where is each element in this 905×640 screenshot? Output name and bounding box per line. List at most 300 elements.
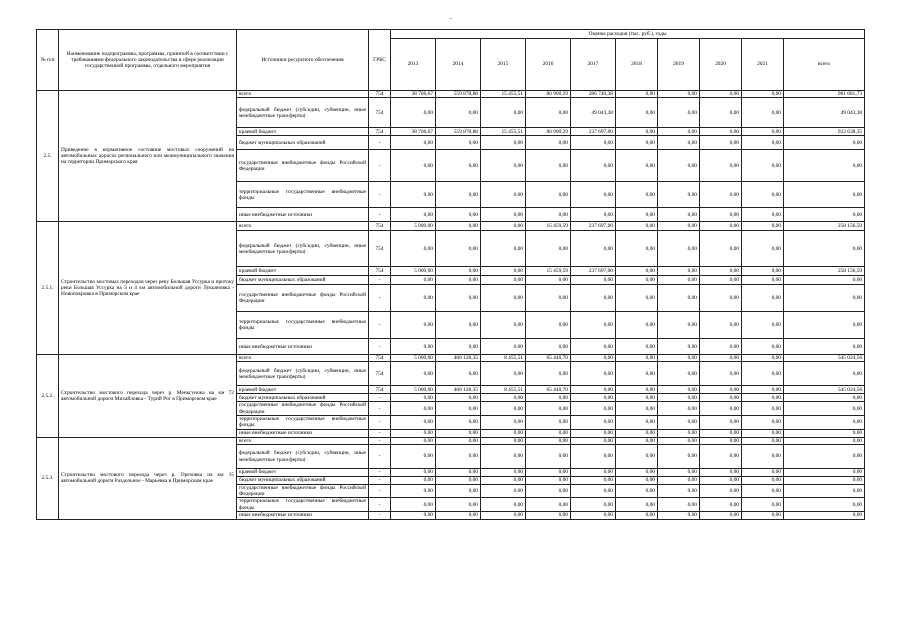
value-cell: 0,00 (742, 477, 784, 485)
value-cell: 0,00 (658, 429, 700, 437)
value-cell: 0,00 (658, 362, 700, 386)
value-cell: 0,00 (658, 339, 700, 355)
grbs-code: - (369, 312, 391, 339)
value-cell: 0,00 (391, 477, 436, 485)
value-cell: 0,00 (742, 285, 784, 312)
value-cell: 0,00 (616, 437, 658, 444)
value-cell: 0,00 (571, 208, 616, 222)
section-number: 2.5. (37, 91, 59, 222)
funding-source: всего (237, 222, 369, 231)
value-cell: 0,00 (526, 276, 571, 285)
value-cell: 0,00 (700, 429, 742, 437)
value-cell: 0,00 (436, 136, 481, 150)
value-cell: 0,00 (436, 511, 481, 519)
value-cell: 0,00 (526, 485, 571, 498)
value-cell: 0,00 (700, 136, 742, 150)
grbs-code: - (369, 477, 391, 485)
value-cell: 0,00 (658, 498, 700, 511)
value-cell: 0,00 (742, 98, 784, 128)
funding-source: всего (237, 355, 369, 362)
value-cell: 0,00 (742, 394, 784, 402)
value-cell: 0,00 (571, 394, 616, 402)
total-cell: 0,00 (784, 394, 865, 402)
value-cell: 0,00 (526, 469, 571, 477)
table-row (37, 91, 865, 98)
header-year: 2015 (481, 39, 526, 91)
value-cell: 0,00 (436, 312, 481, 339)
value-cell: 0,00 (700, 437, 742, 444)
value-cell: 0,00 (658, 485, 700, 498)
value-cell: 0,00 (658, 415, 700, 429)
value-cell: 0,00 (481, 402, 526, 415)
value-cell: 0,00 (436, 429, 481, 437)
header-year: 2020 (700, 39, 742, 91)
value-cell: 15 459,59 (526, 267, 571, 276)
value-cell: 0,00 (526, 477, 571, 485)
value-cell: 0,00 (700, 128, 742, 136)
value-cell: 0,00 (742, 91, 784, 98)
value-cell: 0,00 (481, 231, 526, 267)
value-cell: 0,00 (526, 285, 571, 312)
value-cell: 0,00 (700, 469, 742, 477)
value-cell: 0,00 (391, 445, 436, 469)
total-cell: 981 681,73 (784, 91, 865, 98)
value-cell: 0,00 (571, 285, 616, 312)
header-year: 2016 (526, 39, 571, 91)
value-cell: 0,00 (481, 498, 526, 511)
total-cell: 0,00 (784, 415, 865, 429)
grbs-code: - (369, 394, 391, 402)
total-cell: 0,00 (784, 182, 865, 208)
value-cell: 0,00 (571, 511, 616, 519)
total-cell: 0,00 (784, 208, 865, 222)
value-cell: 0,00 (391, 485, 436, 498)
funding-source: государственные внебюджетные фонды Российской Федерации (237, 402, 369, 415)
funding-source: федеральный бюджет (субсидии, субвенции, иные межбюджетные трансферты) (237, 362, 369, 386)
value-cell: 0,00 (616, 429, 658, 437)
value-cell: 0,00 (571, 231, 616, 267)
value-cell: 0,00 (700, 511, 742, 519)
value-cell: 0,00 (436, 415, 481, 429)
value-cell: 0,00 (616, 386, 658, 394)
value-cell: 0,00 (616, 91, 658, 98)
value-cell: 80 900,29 (526, 128, 571, 136)
section-name: Строительство мостового перехода через р. Меньгунока на км 72 автомобильной дороги Михайловка - Турий Рог в Приморском крае (59, 355, 237, 438)
value-cell: 0,00 (436, 477, 481, 485)
value-cell: 0,00 (616, 285, 658, 312)
value-cell: 0,00 (436, 469, 481, 477)
value-cell: 0,00 (571, 415, 616, 429)
value-cell: 0,00 (700, 276, 742, 285)
value-cell: 0,00 (391, 150, 436, 182)
funding-source: краевой бюджет (237, 267, 369, 276)
value-cell: 0,00 (436, 182, 481, 208)
total-cell: 0,00 (784, 445, 865, 469)
value-cell: 0,00 (571, 276, 616, 285)
value-cell: 0,00 (526, 208, 571, 222)
total-cell: 0,00 (784, 276, 865, 285)
total-cell: 0,00 (784, 469, 865, 477)
value-cell: 0,00 (526, 445, 571, 469)
value-cell: 0,00 (658, 182, 700, 208)
grbs-code: 754 (369, 267, 391, 276)
funding-source: бюджет муниципальных образований (237, 136, 369, 150)
value-cell: 0,00 (742, 362, 784, 386)
value-cell: 0,00 (616, 128, 658, 136)
value-cell: 0,00 (571, 445, 616, 469)
value-cell: 0,00 (436, 285, 481, 312)
value-cell: 0,00 (616, 477, 658, 485)
value-cell: 0,00 (571, 362, 616, 386)
funding-source: всего (237, 437, 369, 444)
value-cell: 0,00 (571, 485, 616, 498)
funding-source: федеральный бюджет (субсидии, субвенции, иные межбюджетные трансферты) (237, 98, 369, 128)
value-cell: 0,00 (436, 276, 481, 285)
value-cell: 0,00 (700, 91, 742, 98)
value-cell: 0,00 (658, 98, 700, 128)
value-cell: 0,00 (436, 402, 481, 415)
funding-source: всего (237, 91, 369, 98)
value-cell: 0,00 (436, 150, 481, 182)
value-cell: 0,00 (436, 222, 481, 231)
value-cell: 0,00 (481, 485, 526, 498)
value-cell: 0,00 (616, 276, 658, 285)
value-cell: 15 455,51 (481, 128, 526, 136)
value-cell: 0,00 (658, 136, 700, 150)
value-cell: 0,00 (616, 182, 658, 208)
total-cell: 0,00 (784, 402, 865, 415)
value-cell: 0,00 (481, 285, 526, 312)
value-cell: 0,00 (700, 285, 742, 312)
grbs-code: - (369, 402, 391, 415)
value-cell: 0,00 (658, 91, 700, 98)
value-cell: 0,00 (526, 511, 571, 519)
value-cell: 0,00 (700, 182, 742, 208)
total-cell: 0,00 (784, 231, 865, 267)
header-grbs: ГРБС (369, 30, 391, 91)
total-cell: 0,00 (784, 339, 865, 355)
funding-source: территориальные государственные внебюджетные фонды (237, 498, 369, 511)
value-cell: 0,00 (616, 415, 658, 429)
value-cell: 0,00 (481, 222, 526, 231)
value-cell: 0,00 (436, 498, 481, 511)
grbs-code: - (369, 208, 391, 222)
value-cell: 0,00 (436, 394, 481, 402)
value-cell: 5 000,00 (391, 386, 436, 394)
value-cell: 0,00 (571, 477, 616, 485)
grbs-code: - (369, 485, 391, 498)
value-cell: 5 000,00 (391, 222, 436, 231)
total-cell: 0,00 (784, 485, 865, 498)
section-name: Строительство мостового перехода через р. Ореховка на км 15 автомобильной дороги Раздольное - Марьевка в Приморском крае (59, 437, 237, 519)
value-cell: 0,00 (700, 498, 742, 511)
value-cell: 0,00 (700, 231, 742, 267)
grbs-code: - (369, 285, 391, 312)
value-cell: 0,00 (700, 208, 742, 222)
value-cell: 0,00 (526, 437, 571, 444)
value-cell: 0,00 (571, 182, 616, 208)
grbs-code: - (369, 150, 391, 182)
value-cell: 0,00 (658, 445, 700, 469)
value-cell: 38 706,67 (391, 128, 436, 136)
grbs-code: - (369, 339, 391, 355)
value-cell: 0,00 (391, 312, 436, 339)
grbs-code: 754 (369, 222, 391, 231)
value-cell: 237 697,00 (571, 267, 616, 276)
grbs-code: - (369, 437, 391, 444)
value-cell: 0,00 (391, 182, 436, 208)
value-cell: 0,00 (436, 208, 481, 222)
value-cell: 0,00 (658, 231, 700, 267)
value-cell: 65 440,70 (526, 355, 571, 362)
funding-source: иные внебюджетные источники (237, 339, 369, 355)
value-cell: 0,00 (742, 355, 784, 362)
value-cell: 0,00 (742, 415, 784, 429)
value-cell: 0,00 (481, 339, 526, 355)
total-cell: 0,00 (784, 477, 865, 485)
value-cell: 0,00 (700, 445, 742, 469)
value-cell: 0,00 (616, 208, 658, 222)
value-cell: 0,00 (616, 136, 658, 150)
value-cell: 0,00 (742, 208, 784, 222)
grbs-code: - (369, 429, 391, 437)
value-cell: 0,00 (481, 267, 526, 276)
value-cell: 0,00 (658, 312, 700, 339)
funding-source: государственные внебюджетные фонды Российской Федерации (237, 285, 369, 312)
total-cell: 258 156,59 (784, 267, 865, 276)
value-cell: 0,00 (742, 150, 784, 182)
value-cell: 0,00 (700, 150, 742, 182)
value-cell: 0,00 (658, 355, 700, 362)
value-cell: 0,00 (700, 312, 742, 339)
value-cell: 0,00 (742, 267, 784, 276)
value-cell: 38 706,67 (391, 91, 436, 98)
value-cell: 0,00 (742, 429, 784, 437)
value-cell: 0,00 (526, 415, 571, 429)
value-cell: 0,00 (742, 312, 784, 339)
total-cell: 932 638,35 (784, 128, 865, 136)
grbs-code: - (369, 498, 391, 511)
funding-source: государственные внебюджетные фонды Российской Федерации (237, 485, 369, 498)
grbs-code: - (369, 445, 391, 469)
value-cell: 0,00 (616, 98, 658, 128)
funding-source: краевой бюджет (237, 469, 369, 477)
value-cell: 0,00 (700, 98, 742, 128)
value-cell: 0,00 (616, 511, 658, 519)
value-cell: 0,00 (481, 511, 526, 519)
value-cell: 0,00 (391, 362, 436, 386)
value-cell: 0,00 (658, 511, 700, 519)
value-cell: 0,00 (391, 98, 436, 128)
section-number: 2.5.2. (37, 355, 59, 438)
header-source: Источники ресурсного обеспечения (237, 30, 369, 91)
value-cell: 0,00 (700, 267, 742, 276)
value-cell: 0,00 (742, 445, 784, 469)
value-cell: 0,00 (526, 498, 571, 511)
header-year: 2021 (742, 39, 784, 91)
value-cell: 80 900,29 (526, 91, 571, 98)
value-cell: 0,00 (571, 437, 616, 444)
header-year: 2019 (658, 39, 700, 91)
value-cell: 0,00 (742, 485, 784, 498)
value-cell: 0,00 (481, 276, 526, 285)
section-number: 2.5.3. (37, 437, 59, 519)
value-cell: 0,00 (616, 222, 658, 231)
value-cell: 0,00 (436, 98, 481, 128)
value-cell: 0,00 (571, 150, 616, 182)
value-cell: 0,00 (481, 98, 526, 128)
header-year: 2017 (571, 39, 616, 91)
value-cell: 0,00 (526, 394, 571, 402)
value-cell: 0,00 (700, 415, 742, 429)
value-cell: 0,00 (571, 312, 616, 339)
value-cell: 0,00 (481, 415, 526, 429)
funding-source: бюджет муниципальных образований (237, 276, 369, 285)
grbs-code: - (369, 469, 391, 477)
value-cell: 466 128,35 (436, 355, 481, 362)
header-num: № п/п (37, 30, 59, 91)
total-cell: 0,00 (784, 150, 865, 182)
value-cell: 0,00 (658, 222, 700, 231)
funding-source: краевой бюджет (237, 128, 369, 136)
value-cell: 0,00 (658, 150, 700, 182)
value-cell: 0,00 (616, 485, 658, 498)
section-name: Строительство мостовых переходов через реку Большая Уссурка и протоку реки Большая Уссурка на 3 и 4 км автомобильной дороги Лукьяновка - Новопокровка в Приморском крае (59, 222, 237, 355)
total-cell: 545 024,56 (784, 386, 865, 394)
value-cell: 0,00 (742, 128, 784, 136)
page-mark: .. (449, 15, 452, 21)
value-cell: 0,00 (526, 312, 571, 339)
header-name: Наименование подпрограммы, программы, принятой в соответствии с требованиями федерального законодательства в сфере реализации государственной программы, отдельного мероприятия (59, 30, 237, 91)
grbs-code: 754 (369, 128, 391, 136)
value-cell: 0,00 (526, 136, 571, 150)
value-cell: 0,00 (571, 469, 616, 477)
value-cell: 0,00 (700, 394, 742, 402)
value-cell: 559 878,88 (436, 128, 481, 136)
value-cell: 0,00 (700, 477, 742, 485)
value-cell: 0,00 (742, 276, 784, 285)
section-number: 2.5.1. (37, 222, 59, 355)
grbs-code: - (369, 415, 391, 429)
value-cell: 0,00 (436, 445, 481, 469)
value-cell: 49 043,38 (571, 98, 616, 128)
value-cell: 0,00 (742, 498, 784, 511)
header-year: 2013 (391, 39, 436, 91)
value-cell: 0,00 (616, 231, 658, 267)
value-cell: 0,00 (436, 485, 481, 498)
value-cell: 0,00 (571, 429, 616, 437)
value-cell: 0,00 (742, 511, 784, 519)
value-cell: 65 440,70 (526, 386, 571, 394)
grbs-code: - (369, 511, 391, 519)
value-cell: 0,00 (391, 339, 436, 355)
value-cell: 0,00 (742, 469, 784, 477)
value-cell: 0,00 (526, 98, 571, 128)
grbs-code: 754 (369, 355, 391, 362)
value-cell: 0,00 (481, 182, 526, 208)
total-cell: 49 043,38 (784, 98, 865, 128)
section-name: Приведение в нормативное состояние мостовых сооружений на автомобильных дорогах регионального или межмуниципального значения на территории Приморского края (59, 91, 237, 222)
value-cell: 0,00 (391, 415, 436, 429)
funding-source: бюджет муниципальных образований (237, 394, 369, 402)
value-cell: 0,00 (526, 231, 571, 267)
value-cell: 0,00 (391, 208, 436, 222)
value-cell: 0,00 (700, 402, 742, 415)
value-cell: 0,00 (616, 150, 658, 182)
value-cell: 0,00 (391, 285, 436, 312)
grbs-code: 754 (369, 231, 391, 267)
value-cell: 8 455,51 (481, 355, 526, 362)
funding-source: иные внебюджетные источники (237, 429, 369, 437)
value-cell: 0,00 (742, 402, 784, 415)
table-row (37, 355, 865, 362)
value-cell: 0,00 (658, 477, 700, 485)
value-cell: 0,00 (571, 339, 616, 355)
value-cell: 0,00 (391, 136, 436, 150)
funding-source: бюджет муниципальных образований (237, 477, 369, 485)
value-cell: 0,00 (616, 394, 658, 402)
table-header (37, 30, 865, 91)
value-cell: 5 000,00 (391, 355, 436, 362)
value-cell: 286 740,38 (571, 91, 616, 98)
table-body (37, 91, 865, 520)
value-cell: 15 455,51 (481, 91, 526, 98)
grbs-code: - (369, 182, 391, 208)
value-cell: 0,00 (658, 285, 700, 312)
value-cell: 0,00 (526, 150, 571, 182)
value-cell: 0,00 (700, 362, 742, 386)
total-cell: 0,00 (784, 437, 865, 444)
value-cell: 0,00 (481, 208, 526, 222)
value-cell: 0,00 (526, 182, 571, 208)
value-cell: 0,00 (481, 477, 526, 485)
funding-source: федеральный бюджет (субсидии, субвенции, иные межбюджетные трансферты) (237, 445, 369, 469)
value-cell: 0,00 (481, 394, 526, 402)
funding-source: государственные внебюджетные фонды Российской Федерации (237, 150, 369, 182)
value-cell: 0,00 (658, 128, 700, 136)
value-cell: 0,00 (391, 437, 436, 444)
value-cell: 0,00 (658, 276, 700, 285)
value-cell: 0,00 (571, 498, 616, 511)
value-cell: 0,00 (616, 445, 658, 469)
value-cell: 466 128,35 (436, 386, 481, 394)
value-cell: 0,00 (571, 402, 616, 415)
value-cell: 0,00 (436, 267, 481, 276)
value-cell: 0,00 (571, 136, 616, 150)
total-cell: 0,00 (784, 136, 865, 150)
value-cell: 0,00 (658, 208, 700, 222)
funding-source: федеральный бюджет (субсидии, субвенции, иные межбюджетные трансферты) (237, 231, 369, 267)
grbs-code: - (369, 276, 391, 285)
total-cell: 0,00 (784, 312, 865, 339)
header-year: всего (784, 39, 865, 91)
value-cell: 0,00 (391, 231, 436, 267)
header-estimate: Оценка расходов (тыс. руб.), годы (391, 30, 865, 39)
value-cell: 0,00 (658, 469, 700, 477)
value-cell: 5 000,00 (391, 267, 436, 276)
value-cell: 0,00 (391, 429, 436, 437)
value-cell: 0,00 (526, 429, 571, 437)
value-cell: 0,00 (481, 150, 526, 182)
value-cell: 0,00 (481, 429, 526, 437)
expenditure-table (36, 29, 865, 520)
total-cell: 0,00 (784, 285, 865, 312)
value-cell: 0,00 (391, 511, 436, 519)
total-cell: 0,00 (784, 362, 865, 386)
value-cell: 237 697,00 (571, 128, 616, 136)
value-cell: 0,00 (700, 339, 742, 355)
value-cell: 0,00 (481, 362, 526, 386)
